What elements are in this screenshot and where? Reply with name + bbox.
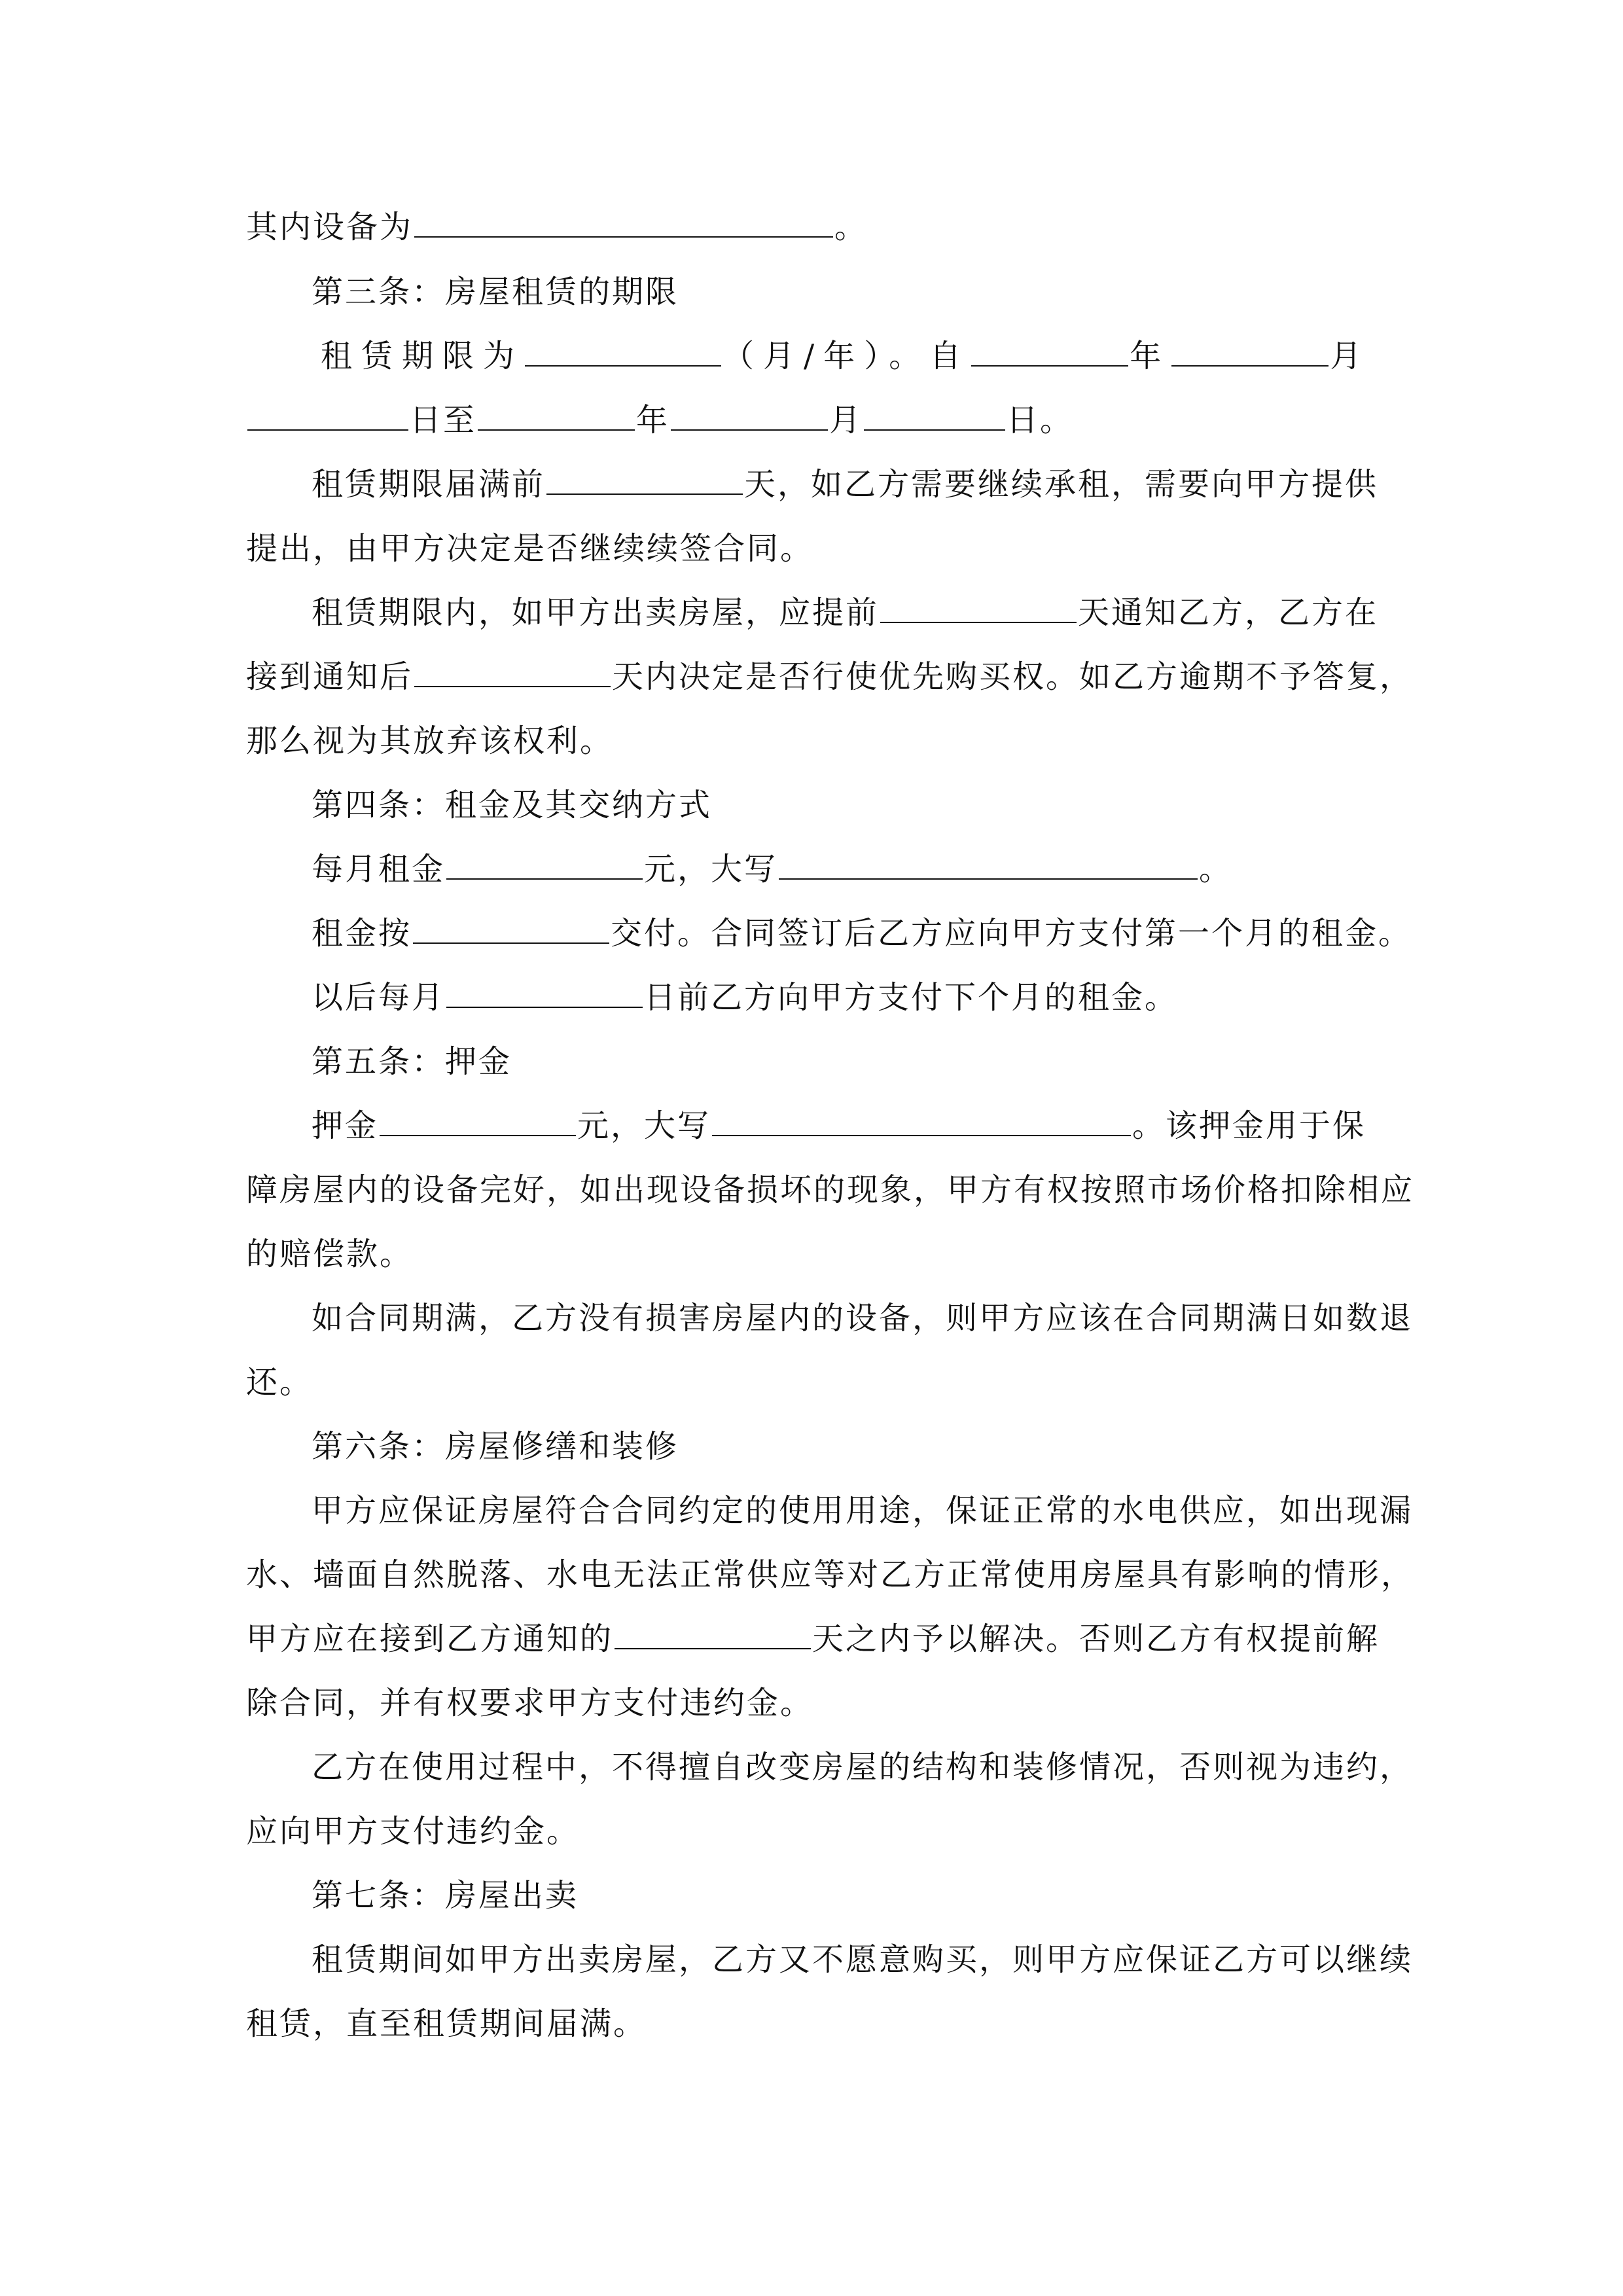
section-heading xyxy=(312,785,712,825)
text-line xyxy=(312,850,1232,889)
text-segment: 障房屋内的设备完好，如出现设备损坏的现象，甲方有权按照市场价格扣除相应 xyxy=(246,1172,1415,1208)
text-segment: 第四条：租金及其交纳方式 xyxy=(312,787,713,823)
text-segment: 以后每月 xyxy=(312,979,446,1016)
text-line xyxy=(246,207,868,247)
text-segment: 租赁期限为 xyxy=(321,338,524,374)
text-segment: 租赁期间如甲方出卖房屋，乙方又不愿意购买，则甲方应保证乙方可以继续 xyxy=(312,1941,1414,1978)
text-segment: 押金 xyxy=(312,1107,379,1144)
text-line xyxy=(246,1812,580,1851)
text-segment: 租赁，直至租赁期间届满。 xyxy=(246,2005,647,2042)
text-line xyxy=(312,465,1378,504)
text-segment: 其内设备为 xyxy=(246,209,414,245)
text-segment: 水、墙面自然脱落、水电无法正常供应等对乙方正常使用房屋具有影响的情形， xyxy=(246,1556,1415,1593)
text-line xyxy=(312,1106,1366,1145)
text-segment: 。 xyxy=(1199,851,1233,888)
text-line xyxy=(321,336,1370,376)
blank-field[interactable] xyxy=(671,401,828,431)
text-segment: 的赔偿款。 xyxy=(246,1236,414,1272)
blank-field[interactable] xyxy=(525,336,721,367)
text-segment: 那么视为其放弃该权利。 xyxy=(246,723,614,759)
text-line xyxy=(246,721,613,761)
text-segment: 接到通知后 xyxy=(246,658,414,695)
text-line xyxy=(246,1170,1414,1210)
blank-field[interactable] xyxy=(414,207,833,238)
blank-field[interactable] xyxy=(712,1106,1131,1136)
blank-field[interactable] xyxy=(446,978,643,1008)
text-line xyxy=(246,529,813,568)
text-line xyxy=(246,1619,1380,1659)
text-line xyxy=(312,914,1412,953)
text-segment: （月/年）。自 xyxy=(722,338,971,374)
text-segment: 。该押金用于保 xyxy=(1132,1107,1366,1144)
text-segment: 天通知乙方，乙方在 xyxy=(1078,594,1379,631)
text-segment: 第三条：房屋租赁的期限 xyxy=(312,274,679,310)
blank-field[interactable] xyxy=(413,914,609,944)
text-line xyxy=(312,1491,1413,1530)
blank-field[interactable] xyxy=(880,593,1077,623)
text-segment: 月 xyxy=(1330,338,1371,374)
text-line xyxy=(246,2004,647,2043)
section-heading xyxy=(312,1042,512,1081)
text-segment: 日至 xyxy=(410,402,477,439)
text-line xyxy=(312,593,1378,632)
blank-field[interactable] xyxy=(779,850,1198,880)
blank-field[interactable] xyxy=(1171,336,1329,367)
text-segment: 日前乙方向甲方支付下个月的租金。 xyxy=(644,979,1179,1016)
text-segment: 每月租金 xyxy=(312,851,446,888)
section-heading xyxy=(312,1427,679,1466)
text-line xyxy=(246,401,1073,440)
section-heading xyxy=(312,272,679,312)
text-segment: 月 xyxy=(829,402,863,439)
text-segment: 甲方应保证房屋符合合同约定的使用用途，保证正常的水电供应，如出现漏 xyxy=(312,1492,1414,1529)
text-segment: 乙方在使用过程中，不得擅自改变房屋的结构和装修情况，否则视为违约， xyxy=(312,1749,1414,1785)
text-line xyxy=(246,1234,413,1274)
text-line xyxy=(246,1555,1414,1594)
text-line xyxy=(246,657,1413,696)
text-segment: 租赁期限届满前 xyxy=(312,466,546,503)
text-segment: 还。 xyxy=(246,1364,313,1401)
text-segment: 元，大写 xyxy=(644,851,778,888)
blank-field[interactable] xyxy=(414,657,611,687)
blank-field[interactable] xyxy=(380,1106,576,1136)
blank-field[interactable] xyxy=(446,850,643,880)
text-segment: 交付。合同签订后乙方应向甲方支付第一个月的租金。 xyxy=(611,915,1412,952)
text-segment: 第六条：房屋修缮和装修 xyxy=(312,1428,679,1465)
text-segment: 提出，由甲方决定是否继续续签合同。 xyxy=(246,530,814,567)
blank-field[interactable] xyxy=(546,465,743,495)
blank-field[interactable] xyxy=(971,336,1128,367)
text-segment: 年 xyxy=(1130,338,1171,374)
text-line xyxy=(312,978,1178,1017)
section-heading xyxy=(312,1876,579,1915)
text-segment: 除合同，并有权要求甲方支付违约金。 xyxy=(246,1685,814,1721)
text-segment: 第七条：房屋出卖 xyxy=(312,1877,579,1914)
text-line xyxy=(312,1299,1413,1338)
text-segment: 租金按 xyxy=(312,915,412,952)
text-segment: 日。 xyxy=(1007,402,1074,439)
text-segment: 如合同期满，乙方没有损害房屋内的设备，则甲方应该在合同期满日如数退 xyxy=(312,1300,1414,1336)
blank-field[interactable] xyxy=(478,401,635,431)
text-segment: 甲方应在接到乙方通知的 xyxy=(246,1621,614,1657)
text-segment: 天，如乙方需要继续承租，需要向甲方提供 xyxy=(744,466,1379,503)
text-segment: 年 xyxy=(636,402,670,439)
blank-field[interactable] xyxy=(864,401,1005,431)
text-line xyxy=(312,1940,1413,1979)
text-segment: 天之内予以解决。否则乙方有权提前解 xyxy=(812,1621,1380,1657)
text-line xyxy=(312,1748,1413,1787)
blank-field[interactable] xyxy=(615,1619,811,1649)
text-line xyxy=(246,1363,313,1402)
text-segment: 元，大写 xyxy=(577,1107,711,1144)
text-segment: 租赁期限内，如甲方出卖房屋，应提前 xyxy=(312,594,880,631)
text-segment: 第五条：押金 xyxy=(312,1043,512,1080)
blank-field[interactable] xyxy=(247,401,408,431)
text-segment: 天内决定是否行使优先购买权。如乙方逾期不予答复， xyxy=(612,658,1414,695)
text-line xyxy=(246,1683,813,1723)
text-segment: 应向甲方支付违约金。 xyxy=(246,1813,580,1850)
text-segment: 。 xyxy=(834,209,868,245)
